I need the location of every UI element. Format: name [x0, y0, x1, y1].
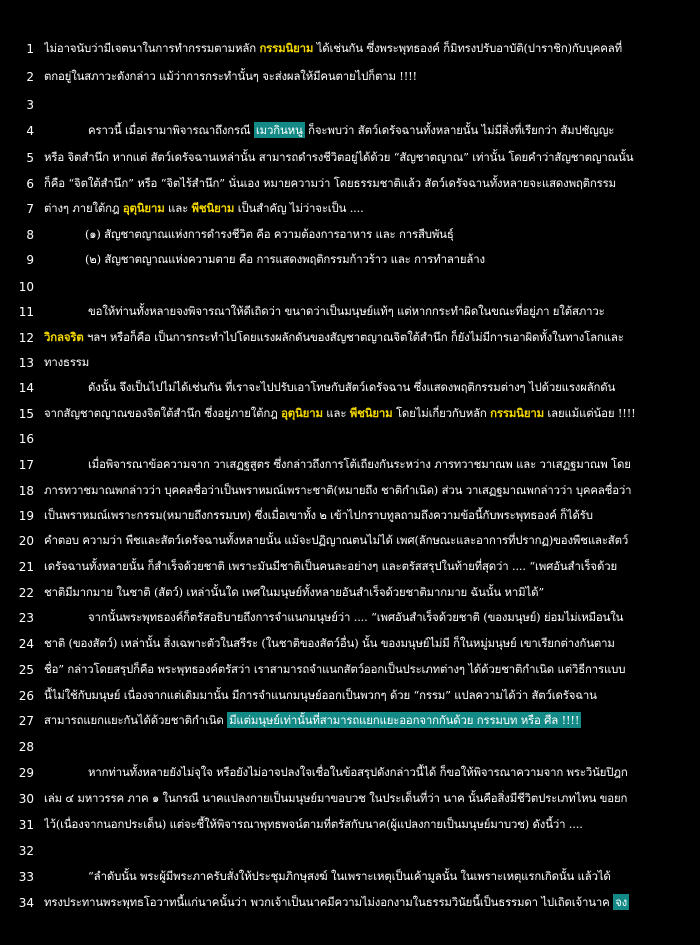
line-number: 6 [26, 177, 34, 191]
line-number: 23 [18, 611, 34, 625]
line-number: 5 [26, 151, 34, 165]
line-number: 24 [18, 637, 34, 651]
line-number: 15 [18, 407, 34, 421]
line-text: ก็คือ “จิตใต้สำนึก” หรือ “จิตไร้สำนึก” นั่นเอง หมายความว่า โดยธรรมชาติแล้ว สัตว์เดรัจฉานทั้งหลายจะแสดงพฤติกรรม [44, 176, 616, 190]
line-text: ไว้(เนื่องจากนอกประเด็น) แต่จะชี้ให้พิจารณาพุทธพจน์ตามที่ตรัสกับนาค(ผู้แปลงกายเป็นมนุษย์มาบวช) ดังนี้ว่า .... [44, 817, 583, 831]
text-line [0, 580, 700, 606]
line-number: 22 [18, 586, 34, 600]
text-line [0, 247, 700, 273]
line-text: จากสัญชาตญาณของจิตใต้สำนึก ซึ่งอยู่ภายใต้กฎ อุตุนิยาม และ พีชนิยาม โดยไม่เกี่ยวกับหลัก กรรมนิยาม เลยแม้แต่น้อย !!!! [44, 406, 636, 420]
text-line [0, 325, 700, 351]
line-number: 33 [18, 870, 34, 884]
line-number: 12 [18, 331, 34, 345]
keyword-kammaniyama: กรรมนิยาม [490, 406, 544, 420]
text-line [0, 452, 700, 478]
text-line [0, 145, 700, 171]
line-number: 9 [26, 253, 34, 267]
text-line [0, 401, 700, 427]
line-number: 20 [18, 534, 34, 548]
line-number: 8 [26, 228, 34, 242]
text-line [0, 631, 700, 657]
line-text: ชื่อ” กล่าวโดยสรุปก็คือ พระพุทธองค์ตรัสว่า เราสามารถจำแนกสัตว์ออกเป็นประเภทต่างๆ ได้ด้วยชาติกำเนิด แต่วิธีการแบบ [44, 662, 626, 676]
text-line [0, 683, 700, 709]
text-line [0, 554, 700, 580]
line-text: (๑) สัญชาตญาณแห่งการดำรงชีวิต คือ ความต้องการอาหาร และ การสืบพันธุ์ [85, 227, 454, 241]
line-text: ชาติ (ของสัตว์) เหล่านั้น สิ่งเฉพาะตัวในสรีระ (ในชาติของสัตว์อื่น) นั้น ของมนุษย์ไม่มี ก็ในหมู่มนุษย์ เขาเรียกต่างกันตาม [44, 636, 615, 650]
line-text: “ลำดับนั้น พระผู้มีพระภาครับสั่งให้ประชุมภิกษุสงฆ์ ในเพราะเหตุเป็นเค้ามูลนั้น ในเพราะเหตุแรกเกิดนั้น แล้วได้ [88, 869, 611, 883]
line-text: ทางธรรม [44, 355, 90, 369]
line-text: คราวนี้ เมื่อเรามาพิจารณาถึงกรณี เมวกินหนู ก็จะพบว่า สัตว์เดรัจฉานทั้งหลายนั้น ไม่มีสิ่งที่เรียกว่า สัมปชัญญะ [88, 123, 615, 137]
line-text: ทรงประทานพระพุทธโอวาทนี้แก่นาคนั้นว่า พวกเจ้าเป็นนาคมีความไม่งอกงามในธรรมวินัยนี้เป็นธรรมดา ไปเถิดเจ้านาค จง [44, 895, 628, 909]
line-text: สามารถแยกแยะกันได้ด้วยชาติกำเนิด มีแต่มนุษย์เท่านั้นที่สามารถแยกแยะออกจากกันด้วย กรรมบท หรือ ศีล !!!! [44, 713, 580, 727]
line-number: 34 [18, 896, 34, 910]
line-number: 2 [26, 70, 34, 84]
text-line [0, 812, 700, 838]
line-number: 27 [18, 714, 34, 728]
line-text: ขอให้ท่านทั้งหลายจงพิจารณาให้ดีเถิดว่า ขนาดว่าเป็นมนุษย์แท้ๆ แต่หากกระทำผิดในขณะที่อยู่ภา ยใต้สภาวะ [88, 304, 605, 318]
keyword-bijaniyama: พีชนิยาม [349, 406, 393, 420]
line-number: 30 [18, 792, 34, 806]
line-text: นี้ไม่ใช้กับมนุษย์ เนื่องจากแต่เดิมมานั้น มีการจำแนกมนุษย์ออกเป็นพวกๆ ด้วย “กรรม” แปลความได้ว่า สัตว์เดรัจฉาน [44, 688, 597, 702]
line-text: เดรัจฉานทั้งหลายนั้น ก็สำเร็จด้วยชาติ เพราะมันมีชาติเป็นคนละอย่างๆ และตรัสสรุปในท้ายที่สุดว่า .... “เพศอันสำเร็จด้วย [44, 559, 617, 573]
line-number: 18 [18, 484, 34, 498]
keyword-bijaniyama: พีชนิยาม [191, 201, 235, 215]
text-line [0, 734, 700, 760]
line-number: 32 [18, 844, 34, 858]
line-text: ไม่อาจนับว่ามีเจตนาในการทำกรรมตามหลัก กรรมนิยาม ได้เช่นกัน ซึ่งพระพุทธองค์ ก็มิทรงปรับอาบัติ(ปาราชิก)กับบุคคลที่ [44, 41, 622, 55]
line-number: 28 [18, 740, 34, 754]
line-text: ตกอยู่ในสภาวะดังกล่าว แม้ว่าการกระทำนั้นๆ จะส่งผลให้มีคนตายไปก็ตาม !!!! [44, 69, 417, 83]
line-text: เล่ม ๔ มหาวรรค ภาค ๑ ในกรณี นาคแปลงกายเป็นมนุษย์มาขอบวช ในประเด็นที่ว่า นาค นั้นคือสิ่งมีชีวิตประเภทไหน ขอยก [44, 791, 628, 805]
line-text: คำตอบ ความว่า พืชและสัตว์เดรัจฉานทั้งหลายนั้น แม้จะปฏิญาณตนไม่ได้ เพศ(ลักษณะและอาการที่ปรากฏ)ของพืชและสัตว์ [44, 533, 629, 547]
line-text: ภารทวาชมาณพกล่าวว่า บุคคลชื่อว่าเป็นพราหมณ์เพราะชาติ(หมายถึง ชาติกำเนิด) ส่วน วาเสฏฐมาณพกล่าวว่า บุคคลชื่อว่า [44, 483, 632, 497]
line-number: 14 [18, 381, 34, 395]
line-number: 4 [26, 124, 34, 138]
text-line [0, 426, 700, 452]
text-line [0, 375, 700, 401]
line-number: 31 [18, 818, 34, 832]
text-line [0, 64, 700, 90]
text-line [0, 118, 700, 144]
text-line [0, 760, 700, 786]
line-number: 29 [18, 766, 34, 780]
line-text: หรือ จิตสำนึก หากแต่ สัตว์เดรัจฉานเหล่านั้น สามารถดำรงชีวิตอยู่ได้ด้วย “สัญชาตญาณ” เท่านั้น โดยคำว่าสัญชาตญาณนั้น [44, 150, 634, 164]
keyword-insanity: วิกลจริต [44, 330, 84, 344]
text-line [0, 864, 700, 890]
highlight-ending: จง [615, 895, 628, 909]
line-number: 1 [26, 42, 34, 56]
line-text: ชาติมีมากมาย ในชาติ (สัตว์) เหล่านั้นใด เพศในมนุษย์ทั้งหลายอันสำเร็จด้วยชาติมากมาย ฉันนั้น หามิได้” [44, 585, 545, 599]
line-number: 19 [18, 509, 34, 523]
text-line [0, 786, 700, 812]
line-text: จากนั้นพระพุทธองค์ก็ตรัสอธิบายถึงการจำแนกมนุษย์ว่า .... “เพศอันสำเร็จด้วยชาติ (ของมนุษย์) ย่อมไม่เหมือนใน [88, 610, 624, 624]
text-line [0, 605, 700, 631]
text-line [0, 92, 700, 118]
text-line [0, 890, 700, 916]
highlight-conclusion: มีแต่มนุษย์เท่านั้นที่สามารถแยกแยะออกจากกันด้วย กรรมบท หรือ ศีล !!!! [229, 713, 580, 727]
text-line [0, 171, 700, 197]
line-text: เมื่อพิจารณาข้อความจาก วาเสฏฐสูตร ซึ่งกล่าวถึงการโต้เถียงกันระหว่าง ภารทวาชมาณพ และ วาเสฏฐมาณพ โดย [88, 457, 631, 471]
line-number: 25 [18, 663, 34, 677]
text-line [0, 36, 700, 62]
line-text: หากท่านทั้งหลายยังไม่จุใจ หรือยังไม่อาจปลงใจเชื่อในข้อสรุปดังกล่าวนี้ได้ ก็ขอให้พิจารณาความจาก พระวินัยปิฎก [88, 765, 628, 779]
line-number: 7 [26, 202, 34, 216]
line-number: 3 [26, 98, 34, 112]
text-line [0, 274, 700, 300]
highlight-cat-eats-mouse: เมวกินหนู [255, 123, 303, 137]
line-number: 26 [18, 689, 34, 703]
line-number: 13 [18, 356, 34, 370]
line-text: ดังนั้น จึงเป็นไปไม่ได้เช่นกัน ที่เราจะไปปรับเอาโทษกับสัตว์เดรัจฉาน ซึ่งแสดงพฤติกรรมต่างๆ ไปด้วยแรงผลักดัน [88, 380, 616, 394]
text-line [0, 838, 700, 864]
keyword-kammaniyama: กรรมนิยาม [259, 41, 314, 55]
keyword-utuniyama: อุตุนิยาม [281, 406, 323, 420]
text-line [0, 350, 700, 376]
line-number: 11 [18, 305, 34, 319]
text-line [0, 196, 700, 222]
line-number: 17 [18, 458, 34, 472]
line-text: (๒) สัญชาตญาณแห่งความตาย คือ การแสดงพฤติกรรมก้าวร้าว และ การทำลายล้าง [85, 252, 485, 266]
text-line [0, 708, 700, 734]
line-number: 16 [18, 432, 34, 446]
text-line [0, 657, 700, 683]
line-number: 21 [18, 560, 34, 574]
line-number: 10 [18, 280, 34, 294]
text-line [0, 503, 700, 529]
line-text: วิกลจริต ฯลฯ หรือก็คือ เป็นการกระทำไปโดยแรงผลักดันของสัญชาตญาณจิตใต้สำนึก ก็ยังไม่มีการเอาผิดทั้งในทางโลกและ [44, 330, 624, 344]
line-text: เป็นพราหมณ์เพราะกรรม(หมายถึงกรรมบท) ซึ่งเมื่อเขาทั้ง ๒ เข้าไปกราบทูลถามถึงความข้อนี้กับพระพุทธองค์ ก็ได้รับ [44, 508, 593, 522]
text-line [0, 299, 700, 325]
text-line [0, 222, 700, 248]
line-text: ต่างๆ ภายใต้กฎ อุตุนิยาม และ พีชนิยาม เป็นสำคัญ ไม่ว่าจะเป็น .... [44, 201, 364, 215]
text-line [0, 528, 700, 554]
text-line [0, 478, 700, 504]
keyword-utuniyama: อุตุนิยาม [122, 201, 165, 215]
